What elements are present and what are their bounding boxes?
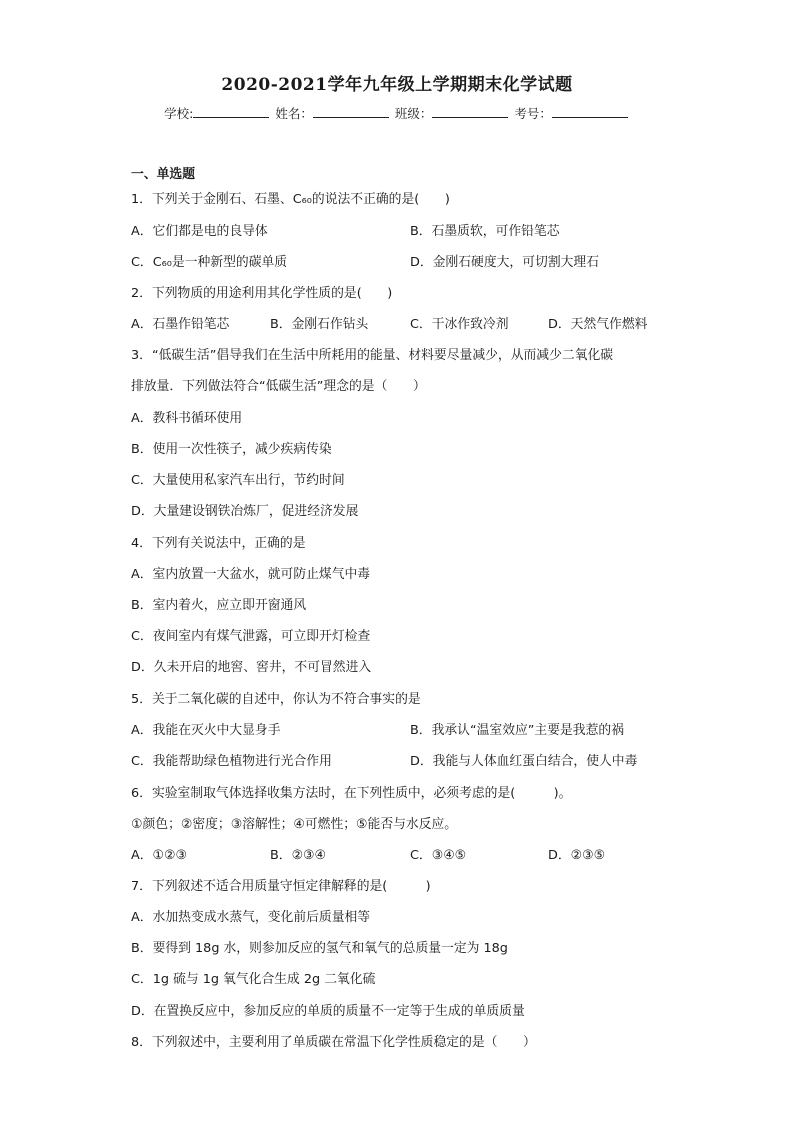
page-title: 2020-2021学年九年级上学期期末化学试题 [221,75,573,95]
question-4-option-b[interactable]: B．室内着火，应立即开窗通风 [131,598,307,613]
question-5-option-c[interactable]: C．我能帮助绿色植物进行光合作用 [131,754,332,769]
question-6-option-b[interactable]: B．②③④ [270,848,326,863]
question-3-stem-line-2: 排放量．下列做法符合“低碳生活”理念的是（ ） [131,379,426,394]
question-2-option-a[interactable]: A．石墨作铅笔芯 [131,317,230,332]
question-3-stem-line-1: 3．“低碳生活”倡导我们在生活中所耗用的能量、材料要尽量减少，从而减少二氧化碳 [131,348,614,363]
class-label: 班级： [394,106,433,121]
question-4-option-d[interactable]: D．久未开启的地窖、窖井，不可冒然进入 [131,660,372,675]
name-blank[interactable] [313,105,389,118]
question-3-option-d[interactable]: D．大量建设钢铁冶炼厂，促进经济发展 [131,504,359,519]
question-3-option-a[interactable]: A．教科书循环使用 [131,411,243,426]
question-2-option-b[interactable]: B．金刚石作钻头 [270,317,369,332]
question-1-stem: 1．下列关于金刚石、石墨、C₆₀的说法不正确的是( ) [131,192,450,207]
question-6-option-d[interactable]: D．②③⑤ [548,848,606,863]
class-blank[interactable] [432,105,508,118]
question-6-properties: ①颜色；②密度；③溶解性；④可燃性；⑤能否与水反应。 [131,817,458,832]
question-5-option-d[interactable]: D．我能与人体血红蛋白结合，使人中毒 [410,754,638,769]
question-2-stem: 2．下列物质的用途利用其化学性质的是( ) [131,286,393,301]
question-4-option-a[interactable]: A．室内放置一大盆水，就可防止煤气中毒 [131,567,371,582]
number-label: 考号： [514,106,552,121]
question-7-option-b[interactable]: B．要得到 18g 水，则参加反应的氢气和氧气的总质量一定为 18g [131,941,508,956]
question-6-option-c[interactable]: C．③④⑤ [410,848,467,863]
question-4-option-c[interactable]: C．夜间室内有煤气泄露，可立即开灯检查 [131,629,371,644]
question-2-option-c[interactable]: C．干冰作致冷剂 [410,317,509,332]
question-4-stem: 4．下列有关说法中，正确的是 [131,536,306,551]
school-blank[interactable] [193,105,269,118]
question-8-stem: 8．下列叙述中，主要利用了单质碳在常温下化学性质稳定的是（ ） [131,1035,536,1050]
question-1-option-a[interactable]: A．它们都是电的良导体 [131,224,268,239]
question-7-option-c[interactable]: C．1g 硫与 1g 氧气化合生成 2g 二氧化硫 [131,972,376,987]
question-5-option-b[interactable]: B．我承认“温室效应”主要是我惹的祸 [410,723,624,738]
student-info-row [0,104,794,122]
question-1-option-b[interactable]: B．石墨质软，可作铅笔芯 [410,224,560,239]
question-3-option-c[interactable]: C．大量使用私家汽车出行，节约时间 [131,473,345,488]
question-1-option-d[interactable]: D．金刚石硬度大，可切割大理石 [410,255,600,270]
question-5-option-a[interactable]: A．我能在灭火中大显身手 [131,723,281,738]
name-label: 姓名： [275,106,313,121]
question-7-option-a[interactable]: A．水加热变成水蒸气，变化前后质量相等 [131,910,371,925]
question-1-option-c[interactable]: C．C₆₀是一种新型的碳单质 [131,255,288,270]
question-7-stem: 7．下列叙述不适合用质量守恒定律解释的是( ) [131,879,431,894]
question-6-option-a[interactable]: A．①②③ [131,848,187,863]
school-label: 学校: [164,106,194,121]
question-5-stem: 5．关于二氧化碳的自述中，你认为不符合事实的是 [131,692,421,707]
number-blank[interactable] [552,105,628,118]
question-6-stem: 6．实验室制取气体选择收集方法时，在下列性质中，必须考虑的是( )。 [131,786,572,801]
question-2-option-d[interactable]: D．天然气作燃料 [548,317,648,332]
question-7-option-d[interactable]: D．在置换反应中，参加反应的单质的质量不一定等于生成的单质质量 [131,1004,525,1019]
section-heading: 一、单选题 [131,167,195,182]
question-3-option-b[interactable]: B．使用一次性筷子，减少疾病传染 [131,442,332,457]
